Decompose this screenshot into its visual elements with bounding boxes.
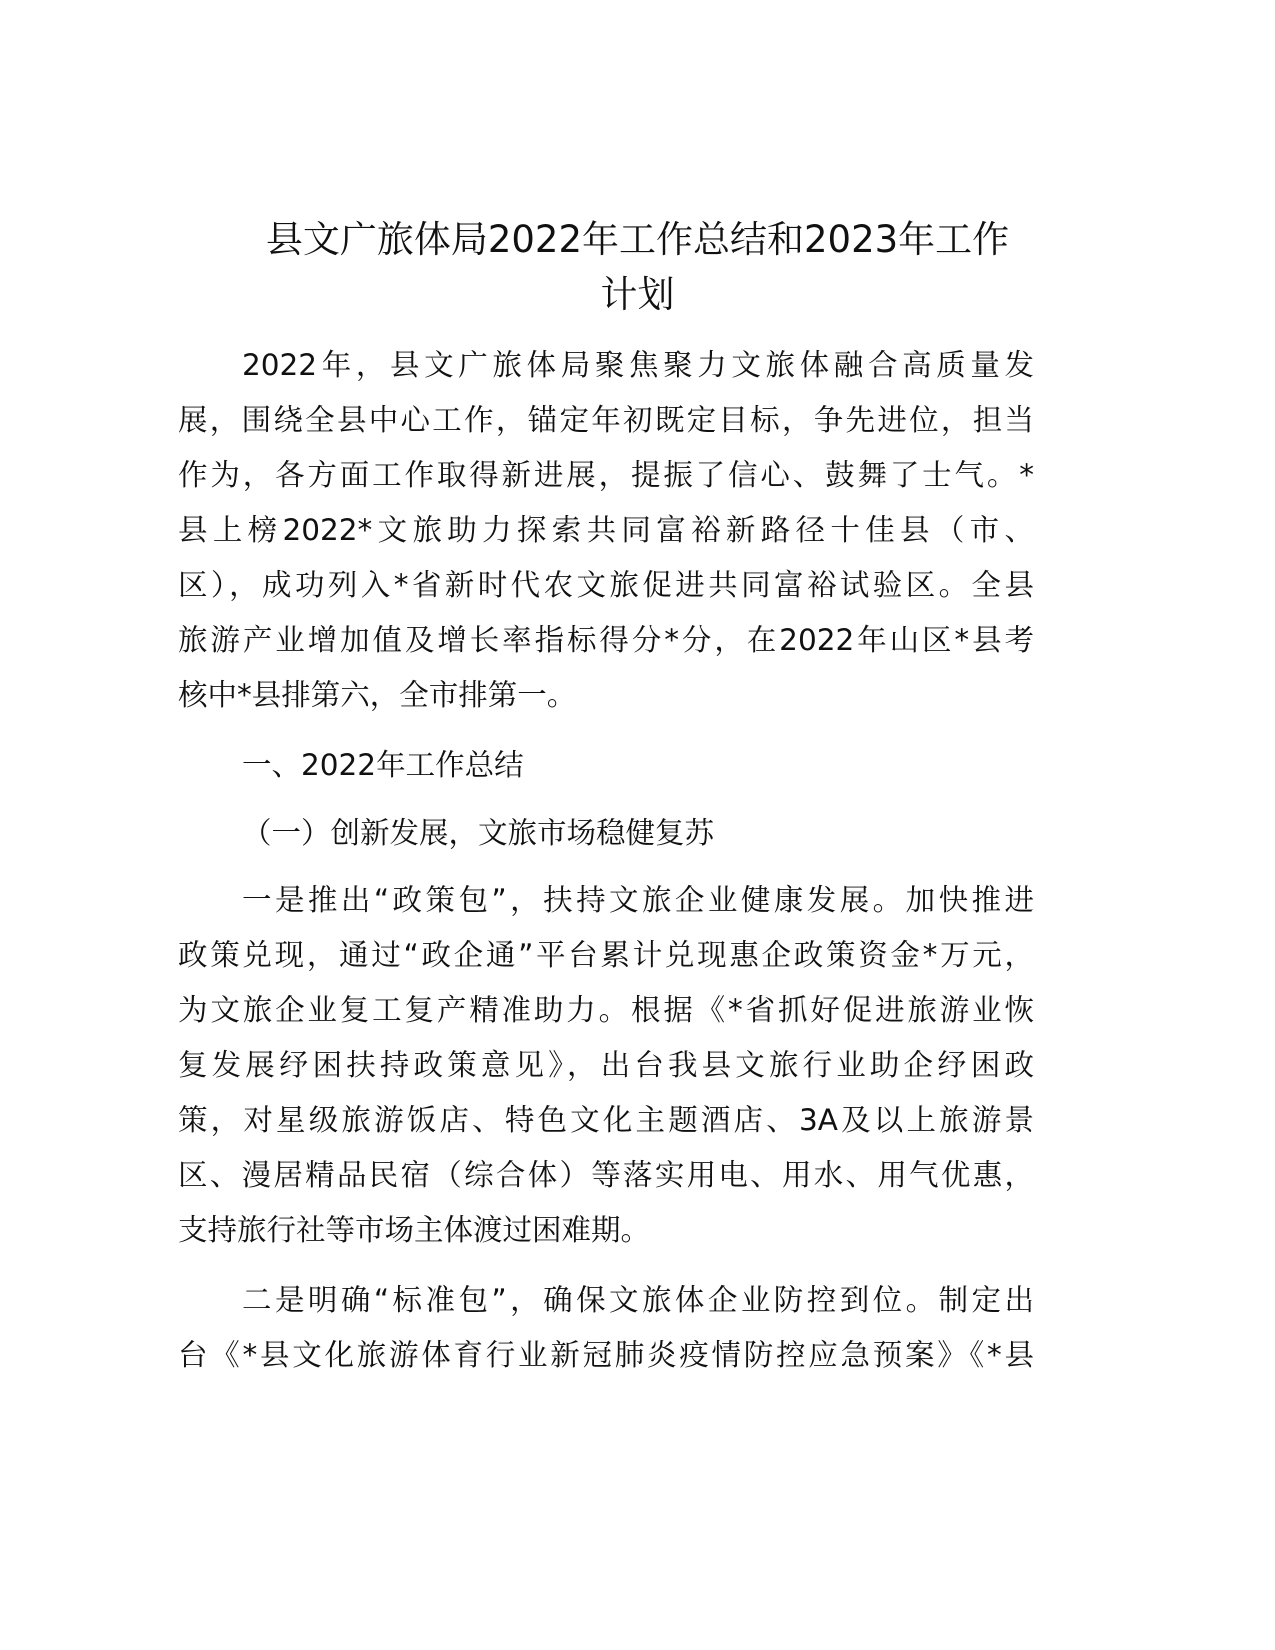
doc-title-line-2: 计划 xyxy=(600,273,675,316)
text-line: 区、漫居精品民宿（综合体）等落实用电、用水、用气优惠， xyxy=(178,1158,1034,1192)
text-line: 一是推出“政策包”，扶持文旅企业健康发展。加快推进 xyxy=(242,883,1034,917)
text-line: 2022年，县文广旅体局聚焦聚力文旅体融合高质量发 xyxy=(242,348,1034,382)
subsection-heading: （一）创新发展，文旅市场稳健复苏 xyxy=(242,816,715,850)
text-line: 二是明确“标准包”，确保文旅体企业防控到位。制定出 xyxy=(242,1283,1034,1317)
doc-title-line-1: 县文广旅体局2022年工作总结和2023年工作 xyxy=(265,218,1010,261)
text-line: 为文旅企业复工复产精准助力。根据《*省抓好促进旅游业恢 xyxy=(178,993,1034,1027)
text-line: 政策兑现，通过“政企通”平台累计兑现惠企政策资金*万元， xyxy=(178,938,1034,972)
text-line: 旅游产业增加值及增长率指标得分*分，在2022年山区*县考 xyxy=(178,623,1034,657)
text-line: 策，对星级旅游饭店、特色文化主题酒店、3A及以上旅游景 xyxy=(178,1103,1034,1137)
text-line: 台《*县文化旅游体育行业新冠肺炎疫情防控应急预案》《*县 xyxy=(178,1338,1034,1372)
text-line: 区），成功列入*省新时代农文旅促进共同富裕试验区。全县 xyxy=(178,568,1034,602)
text-line: 复发展纾困扶持政策意见》，出台我县文旅行业助企纾困政 xyxy=(178,1048,1034,1082)
text-line: 县上榜2022*文旅助力探索共同富裕新路径十佳县（市、 xyxy=(178,513,1034,547)
section-heading: 一、2022年工作总结 xyxy=(242,748,524,782)
text-line: 展，围绕全县中心工作，锚定年初既定目标，争先进位，担当 xyxy=(178,403,1034,437)
text-line: 支持旅行社等市场主体渡过困难期。 xyxy=(178,1213,651,1247)
text-line: 核中*县排第六，全市排第一。 xyxy=(178,678,577,712)
text-line: 作为，各方面工作取得新进展，提振了信心、鼓舞了士气。* xyxy=(178,458,1034,492)
